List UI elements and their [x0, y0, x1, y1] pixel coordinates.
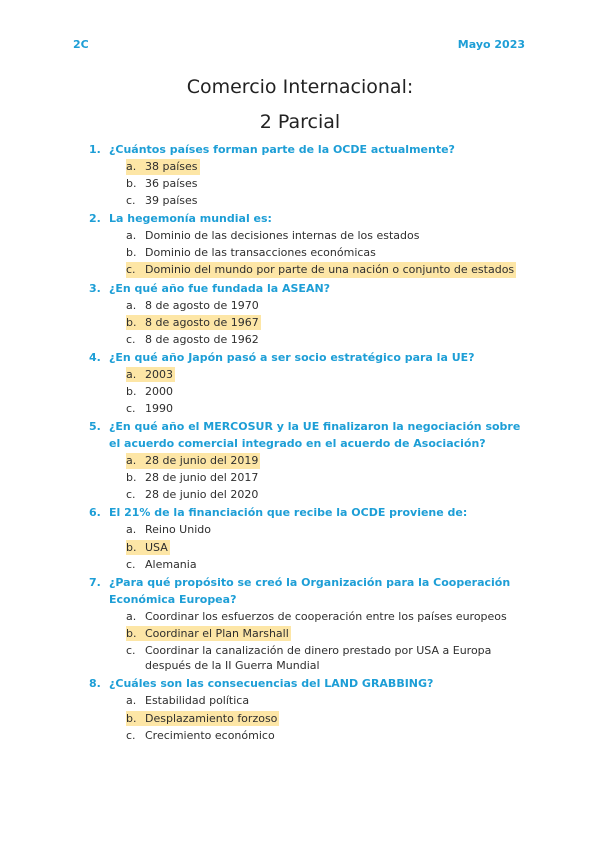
option-text: 8 de agosto de 1962	[145, 332, 259, 346]
question-number: 8.	[89, 677, 101, 691]
option-letter: c.	[126, 194, 136, 208]
question-text: La hegemonía mundial es:	[109, 212, 272, 226]
option-text: Dominio de las transacciones económicas	[145, 246, 376, 260]
answer-option-correct	[126, 367, 175, 383]
answer-option	[126, 193, 529, 209]
option-letter: b.	[126, 540, 137, 554]
question-heading	[89, 349, 529, 366]
question-3	[89, 280, 529, 348]
option-text: Coordinar los esfuerzos de cooperación entre los países europeos	[145, 609, 507, 623]
question-6	[89, 504, 529, 572]
question-heading	[89, 141, 529, 158]
answer-option	[126, 401, 529, 417]
answer-option	[126, 245, 529, 261]
question-text: ¿Cuáles son las consecuencias del LAND GRABBING?	[109, 677, 434, 691]
question-text: ¿En qué año el MERCOSUR y la UE finalizaron la negociación sobre el acuerdo comercial integrado en el acuerdo de Asociación?	[109, 420, 521, 451]
question-text: ¿Para qué propósito se creó la Organización para la Cooperación Económica Europea?	[109, 575, 511, 606]
header-date: Mayo 2023	[457, 38, 525, 51]
option-text: 8 de agosto de 1970	[145, 298, 259, 312]
answer-option-correct	[126, 540, 170, 556]
answer-option	[126, 728, 529, 744]
option-letter: a.	[126, 523, 137, 537]
question-number: 6.	[89, 506, 101, 520]
option-letter: c.	[126, 557, 136, 571]
option-text: 38 países	[145, 160, 198, 173]
question-list	[89, 141, 529, 745]
option-text: 8 de agosto de 1967	[145, 315, 259, 329]
option-text: Estabilidad política	[145, 694, 250, 708]
option-text: 28 de junio del 2017	[145, 471, 259, 485]
option-letter: c.	[126, 488, 136, 502]
option-text: Crecimiento económico	[145, 728, 275, 742]
answer-option-correct	[126, 453, 260, 469]
option-text: Desplazamiento forzoso	[145, 711, 278, 725]
option-text: Dominio del mundo por parte de una nación o conjunto de estados	[145, 263, 515, 277]
option-letter: c.	[126, 402, 136, 416]
answer-option	[126, 298, 529, 314]
answer-option	[126, 470, 529, 486]
question-number: 7.	[89, 575, 101, 589]
answer-option-correct	[126, 315, 261, 331]
answer-option-correct	[126, 262, 516, 278]
option-letter: c.	[126, 332, 136, 346]
question-heading	[89, 675, 529, 692]
option-letter: a.	[126, 367, 137, 381]
question-text: ¿Cuántos países forman parte de la OCDE actualmente?	[109, 143, 455, 156]
question-heading	[89, 418, 529, 452]
question-text: El 21% de la financiación que recibe la OCDE proviene de:	[109, 506, 468, 520]
question-2	[89, 210, 529, 278]
option-letter: a.	[126, 229, 137, 243]
option-letter: a.	[126, 454, 137, 468]
option-text: 2003	[145, 367, 173, 381]
question-7	[89, 574, 529, 674]
answer-option-correct	[126, 159, 200, 175]
answer-option	[126, 487, 529, 503]
option-letter: a.	[126, 160, 137, 173]
option-text: 28 de junio del 2019	[145, 454, 259, 468]
option-letter: b.	[126, 315, 137, 329]
question-text: ¿En qué año fue fundada la ASEAN?	[109, 281, 331, 295]
question-5	[89, 418, 529, 503]
answer-option	[126, 522, 529, 538]
option-text: 2000	[145, 384, 173, 398]
answer-option-correct	[126, 711, 279, 727]
option-letter: a.	[126, 298, 137, 312]
question-8	[89, 675, 529, 743]
question-number: 1.	[89, 143, 101, 156]
header-course-code: 2C	[73, 38, 89, 51]
option-text: Coordinar la canalización de dinero prestado por USA a Europa después de la II Guerra Mundial	[145, 643, 492, 673]
answer-option	[126, 557, 529, 573]
option-text: Dominio de las decisiones internas de los estados	[145, 229, 420, 243]
option-letter: c.	[126, 643, 136, 657]
option-text: 1990	[145, 402, 173, 416]
question-heading	[89, 280, 529, 297]
option-text: Coordinar el Plan Marshall	[145, 626, 289, 640]
question-number: 2.	[89, 212, 101, 226]
answer-option	[126, 384, 529, 400]
option-letter: c.	[126, 263, 136, 277]
question-heading	[89, 574, 529, 608]
option-letter: b.	[126, 471, 137, 485]
question-heading	[89, 210, 529, 227]
answer-option	[126, 693, 529, 709]
option-letter: a.	[126, 694, 137, 708]
question-1	[89, 141, 529, 209]
option-text: 39 países	[145, 194, 198, 208]
question-4	[89, 349, 529, 417]
option-letter: b.	[126, 177, 137, 191]
page-subtitle: 2 Parcial	[259, 111, 341, 133]
answer-option	[126, 643, 529, 674]
answer-option-correct	[126, 626, 291, 642]
question-text: ¿En qué año Japón pasó a ser socio estratégico para la UE?	[109, 350, 475, 364]
page-title: Comercio Internacional:	[186, 76, 414, 98]
answer-option	[126, 332, 529, 348]
answer-option	[126, 228, 529, 244]
option-letter: b.	[126, 711, 137, 725]
option-letter: b.	[126, 246, 137, 260]
option-letter: b.	[126, 384, 137, 398]
option-letter: a.	[126, 609, 137, 623]
question-number: 3.	[89, 281, 101, 295]
answer-option	[126, 609, 529, 625]
question-number: 4.	[89, 350, 101, 364]
option-letter: c.	[126, 728, 136, 742]
option-text: Reino Unido	[145, 523, 211, 537]
option-text: Alemania	[145, 557, 197, 571]
answer-option	[126, 176, 529, 192]
option-text: 36 países	[145, 177, 198, 191]
question-heading	[89, 504, 529, 521]
option-text: 28 de junio del 2020	[145, 488, 259, 502]
question-number: 5.	[89, 420, 101, 434]
option-text: USA	[145, 540, 168, 554]
option-letter: b.	[126, 626, 137, 640]
